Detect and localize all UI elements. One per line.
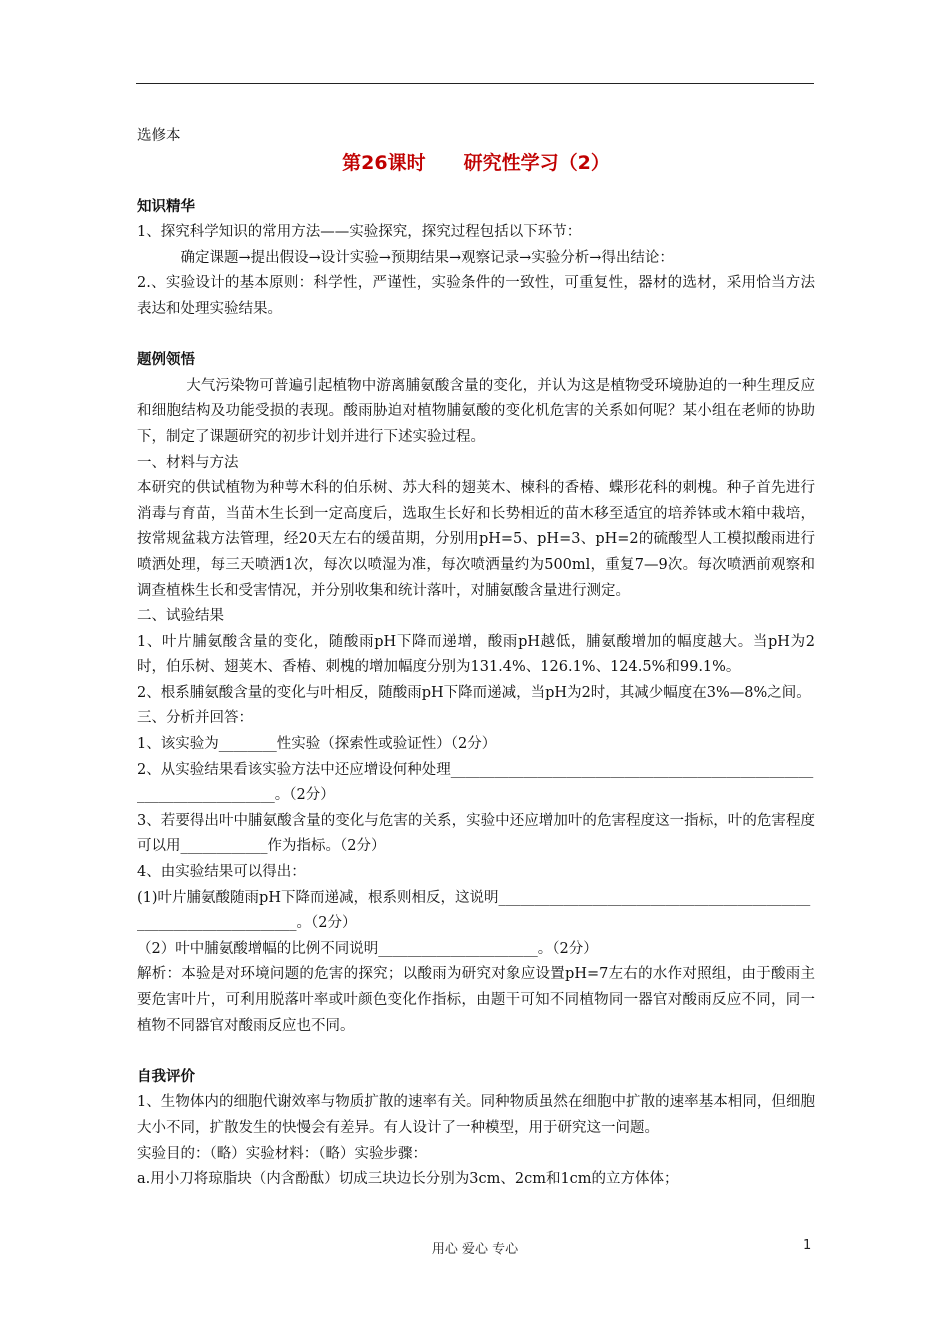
analysis-heading: 三、分析并回答： — [137, 710, 253, 727]
self-eval-para-1: 1、生物体内的细胞代谢效率与物质扩散的速率有关。同种物质虽然在细胞中扩散的速率基本相同，但细胞大小不同，扩散发生的快慢会有差异。有人设计了一种模型，用于研究这一问题。 — [137, 1094, 815, 1136]
methods-body: 本研究的供试植物为种萼木科的伯乐树、苏大科的翅荚木、楝科的香椿、蝶形花科的刺槐。种子首先进行消毒与育苗，当苗木生长到一定高度后，选取生长好和长势相近的苗木移至适宜的培养钵或木箱中栽培，按常规盆栽方法管理，经20天左右的缓苗期，分别用pH=5、pH=3、pH=2的硫酸型人工模拟酸雨进行喷洒处理，每三天喷洒1次，每次以喷湿为准，每次喷洒量约为500ml，重复7—9次。每次喷洒前观察和调查植株生长和受害情况，并分别收集和统计落叶，对脯氨酸含量进行测定。 — [137, 480, 815, 599]
question-1: 1、该实验为________性实验（探索性或验证性）（2分） — [137, 736, 497, 753]
section-heading-knowledge: 知识精华 — [137, 198, 195, 215]
question-2: 2、从实验结果看该实验方法中还应增设何种处理_____________________________________________________________________。（2分） — [137, 761, 814, 804]
result-2: 2、根系脯氨酸含量的变化与叶相反，随酸雨pH下降而递减，当pH为2时，其减少幅度在3%—8%之间。 — [137, 684, 811, 701]
section-heading-example: 题例领悟 — [137, 352, 195, 369]
analysis-text: 解析：本验是对环境问题的危害的探究；以酸雨为研究对象应设置pH=7左右的水作对照组，由于酸雨主要危害叶片，可利用脱落叶率或叶颜色变化作指标，由题干可知不同植物同一器官对酸雨反应不同，同一植物不同器官对酸雨反应也不同。 — [137, 966, 815, 1034]
knowledge-steps: 确定课题→提出假设→设计实验→预期结果→观察记录→实验分析→得出结论： — [180, 249, 674, 266]
header-rule — [136, 83, 814, 84]
knowledge-line-2: 2.、实验设计的基本原则：科学性，严谨性，实验条件的一致性，可重复性，器材的选材，采用恰当方法表达和处理实验结果。 — [137, 275, 815, 317]
self-eval-para-2: 实验目的：（略）实验材料：（略）实验步骤： — [137, 1145, 427, 1162]
section-heading-self-eval: 自我评价 — [137, 1068, 195, 1085]
page-content — [137, 124, 815, 1193]
lesson-topic: 研究性学习（2） — [463, 151, 610, 174]
self-eval-para-3: a.用小刀将琼脂块（内含酚酞）切成三块边长分别为3cm、2cm和1cm的立方体体； — [137, 1171, 679, 1188]
results-heading: 二、试验结果 — [137, 608, 224, 625]
series-label: 选修本 — [137, 128, 181, 144]
knowledge-line-1: 1、探究科学知识的常用方法——实验探究，探究过程包括以下环节： — [137, 224, 582, 241]
question-4a: (1)叶片脯氨酸随雨pH下降而递减，根系则相反，这说明_________________________________________________________________。（2分） — [137, 889, 811, 932]
question-4b: （2）叶中脯氨酸增幅的比例不同说明______________________。（2分） — [137, 940, 598, 957]
page-number: 1 — [803, 1238, 812, 1253]
methods-heading: 一、材料与方法 — [137, 454, 239, 471]
page-footer: 用心 爱心 专心 — [431, 1242, 519, 1257]
result-1: 1、叶片脯氨酸含量的变化，随酸雨pH下降而递增，酸雨pH越低，脯氨酸增加的幅度越大。当pH为2时，伯乐树、翅荚木、香椿、刺槐的增加幅度分别为131.4%、126.1%、124.5%和99.1%。 — [137, 633, 815, 676]
question-4: 4、由实验结果可以得出： — [137, 864, 306, 881]
example-intro: 大气污染物可普遍引起植物中游离脯氨酸含量的变化，并认为这是植物受环境胁迫的一种生理反应和细胞结构及功能受损的表现。酸雨胁迫对植物脯氨酸的变化机危害的关系如何呢？某小组在老师的协助下，制定了课题研究的初步计划并进行下述实验过程。 — [137, 377, 815, 445]
lesson-number: 第26课时 — [342, 151, 426, 174]
question-3: 3、若要得出叶中脯氨酸含量的变化与危害的关系，实验中还应增加叶的危害程度这一指标，叶的危害程度可以用____________作为指标。（2分） — [137, 812, 815, 855]
page-title — [137, 150, 815, 176]
